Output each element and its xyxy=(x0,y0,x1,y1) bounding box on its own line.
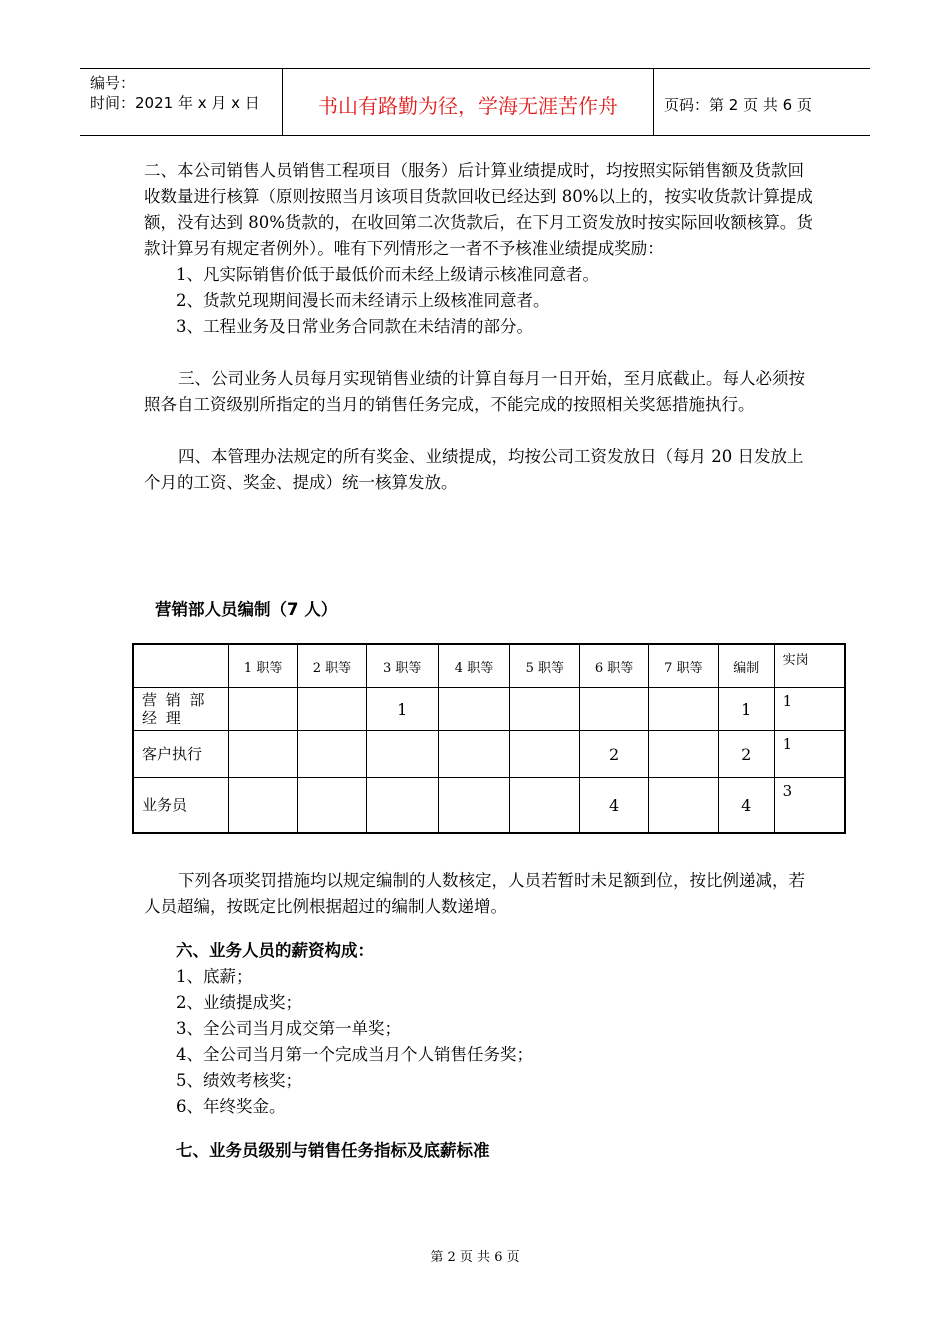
row-label: 客户执行 xyxy=(133,731,229,778)
table-row xyxy=(133,688,845,731)
page-footer: 第 2 页 共 6 页 xyxy=(430,1250,520,1265)
header-grade-6: 6 职等 xyxy=(580,644,649,688)
header-grade-2: 2 职等 xyxy=(298,644,367,688)
section-2-item-2: 2、货款兑现期间漫长而未经请示上级核准同意者。 xyxy=(176,291,550,310)
header-grade-3: 3 职等 xyxy=(366,644,438,688)
grade-6-count: 4 xyxy=(580,778,649,834)
actual-count: 1 xyxy=(774,688,845,731)
quota-count: 2 xyxy=(718,731,774,778)
header-page-info: 页码：第 2 页 共 6 页 xyxy=(664,95,812,114)
section-2 xyxy=(144,158,814,496)
header-grade-7: 7 职等 xyxy=(648,644,718,688)
lower-content xyxy=(144,868,814,1164)
salary-item-1: 1、底薪； xyxy=(176,967,253,986)
staff-table-title: 营销部人员编制（7 人） xyxy=(155,600,338,619)
staff-table-header-row xyxy=(133,644,845,688)
row-label: 营 销 部 经 理 xyxy=(133,688,229,731)
salary-item-5: 5、绩效考核奖； xyxy=(176,1071,302,1090)
staff-table xyxy=(132,643,846,834)
header-grade-5: 5 职等 xyxy=(510,644,580,688)
section-2-paragraph: 二、本公司销售人员销售工程项目（服务）后计算业绩提成时，均按照实际销售额及货款回收数量进行核算（原则按照当月该项目货款回收已经达到 80%以上的，按实收货款计算提成额，没有达到 80%货款的，在收回第二次货款后，在下月工资发放时按实际回收额核算。货款计算另有规定者例外）。唯有下列情形之一者不予核准业绩提成奖励： xyxy=(144,161,813,258)
table-row xyxy=(133,731,845,778)
salary-item-2: 2、业绩提成奖； xyxy=(176,993,302,1012)
grade-3-count: 1 xyxy=(366,688,438,731)
actual-count: 1 xyxy=(774,731,845,778)
salary-item-3: 3、全公司当月成交第一单奖； xyxy=(176,1019,401,1038)
section-3-paragraph: 三、公司业务人员每月实现销售业绩的计算自每月一日开始，至月底截止。每人必须按照各自工资级别所指定的当月的销售任务完成，不能完成的按照相关奖惩措施执行。 xyxy=(144,369,805,414)
staffing-note: 下列各项奖罚措施均以规定编制的人数核定，人员若暂时未足额到位，按比例递减，若人员超编，按既定比例根据超过的编制人数递增。 xyxy=(144,871,805,916)
section-7-heading: 七、业务员级别与销售任务指标及底薪标准 xyxy=(176,1141,490,1160)
quota-count: 4 xyxy=(718,778,774,834)
table-row xyxy=(133,778,845,834)
salary-item-4: 4、全公司当月第一个完成当月个人销售任务奖； xyxy=(176,1045,533,1064)
header-grade-1: 1 职等 xyxy=(229,644,298,688)
section-6-heading: 六、业务人员的薪资构成： xyxy=(176,941,374,960)
section-2-item-3: 3、工程业务及日常业务合同款在未结清的部分。 xyxy=(176,317,533,336)
grade-6-count: 2 xyxy=(580,731,649,778)
header-quota: 编制 xyxy=(718,644,774,688)
grade-6-count xyxy=(580,688,649,731)
document-number-label: 编号： xyxy=(90,74,136,92)
section-2-item-1: 1、凡实际销售价低于最低价而未经上级请示核准同意者。 xyxy=(176,265,599,284)
header-motto: 书山有路勤为径，学海无涯苦作舟 xyxy=(282,69,654,135)
salary-item-6: 6、年终奖金。 xyxy=(176,1097,286,1116)
page-header xyxy=(80,68,870,136)
header-grade-4: 4 职等 xyxy=(438,644,510,688)
header-actual: 实岗 xyxy=(774,644,845,688)
grade-3-count xyxy=(366,731,438,778)
row-label: 业务员 xyxy=(133,778,229,834)
quota-count: 1 xyxy=(718,688,774,731)
header-blank-cell xyxy=(133,644,229,688)
actual-count: 3 xyxy=(774,778,845,834)
section-4-paragraph: 四、本管理办法规定的所有奖金、业绩提成，均按公司工资发放日（每月 20 日发放上个月的工资、奖金、提成）统一核算发放。 xyxy=(144,447,804,492)
grade-3-count xyxy=(366,778,438,834)
header-meta xyxy=(80,69,282,135)
document-date: 时间：2021 年 x 月 x 日 xyxy=(90,94,260,112)
